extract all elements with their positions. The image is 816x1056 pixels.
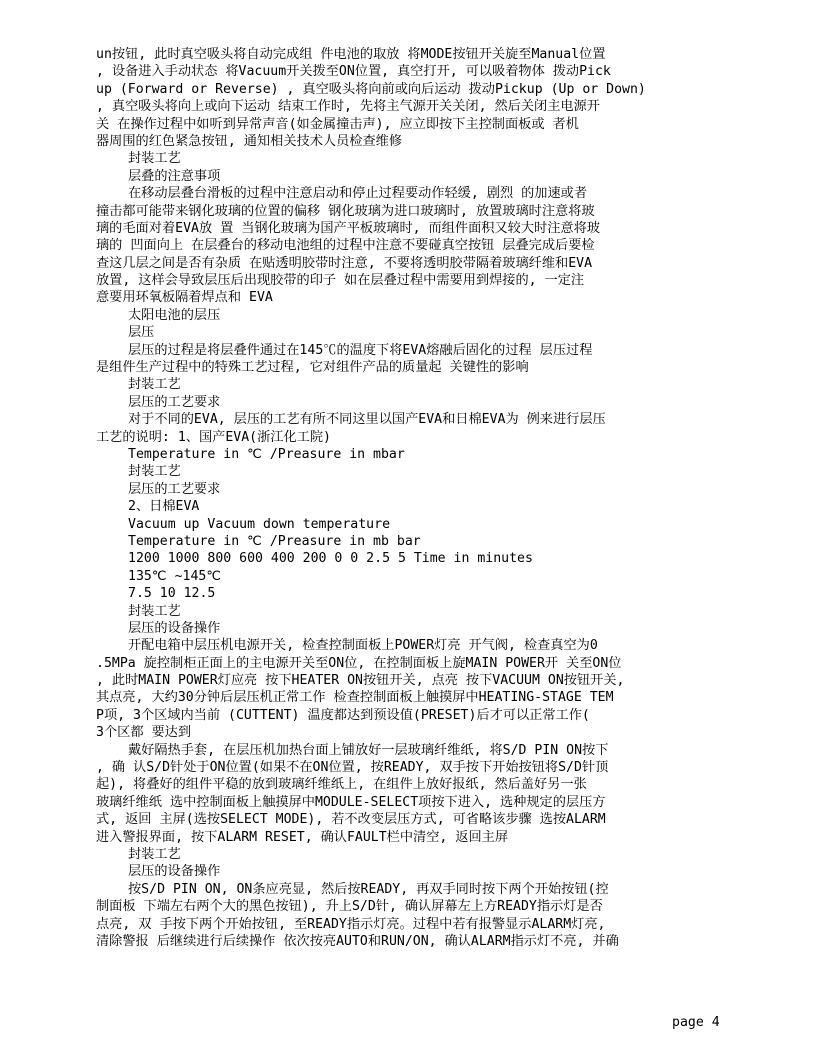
text-line: 层压 xyxy=(128,325,155,341)
text-line: 层压的过程是将层叠件通过在145℃的温度下将EVA熔融后固化的过程 层压过程 xyxy=(128,342,593,358)
text-line: 清除警报 后继续进行后续操作 依次按亮AUTO和RUN/ON, 确认ALARM指示灯不亮, 并确 xyxy=(96,933,619,949)
text-line: Vacuum up Vacuum down temperature xyxy=(128,516,391,532)
text-line: 层压的工艺要求 xyxy=(128,481,221,497)
text-line: Temperature in ℃ /Preasure in mb bar xyxy=(128,533,421,549)
text-line: , 真空吸头将向上或向下运动 结束工作时, 先将主气源开关关闭, 然后关闭主电源开 xyxy=(96,99,600,115)
text-line: 器周围的红色紧急按钮, 通知相关技术人员检查维修 xyxy=(96,133,403,149)
text-line: 封装工艺 xyxy=(128,377,181,393)
text-line: 太阳电池的层压 xyxy=(128,307,221,323)
text-line: 开配电箱中层压机电源开关, 检查控制面板上POWER灯亮 开气阀, 检查真空为0 xyxy=(128,638,598,654)
text-line: 式, 返回 主屏(选按SELECT MODE), 若不改变层压方式, 可省略该步骤 选按ALARM xyxy=(96,812,606,828)
text-line: 封装工艺 xyxy=(128,151,181,167)
text-line: 点亮, 双 手按下两个开始按钮, 至READY指示灯亮。过程中若有报警显示ALARM灯亮, xyxy=(96,916,606,932)
text-line: .5MPa 旋控制柜正面上的主电源开关至ON位, 在控制面板上旋MAIN POWER开 关至ON位 xyxy=(96,655,622,671)
text-line: 层压的工艺要求 xyxy=(128,394,221,410)
text-line: 进入警报界面, 按下ALARM RESET, 确认FAULT栏中清空, 返回主屏 xyxy=(96,829,509,845)
text-line: 其点亮, 大约30分钟后层压机正常工作 检查控制面板上触摸屏中HEATING-STAGE TEM xyxy=(96,690,614,706)
text-line: 关 在操作过程中如听到异常声音(如金属撞击声), 应立即按下主控制面板或 者机 xyxy=(96,116,579,132)
text-line: P项, 3个区域内当前 (CUTTENT) 温度都达到预设值(PRESET)后才可以正常工作( xyxy=(96,707,590,723)
text-line: 意要用环氧板隔着焊点和 EVA xyxy=(96,290,273,306)
text-line: 查这几层之间是否有杂质 在贴透明胶带时注意, 不要将透明胶带隔着玻璃纤维和EVA xyxy=(96,255,593,271)
text-line: , 确 认S/D针处于ON位置(如果不在ON位置, 按READY, 双手按下开始按钮将S/D针顶 xyxy=(96,760,609,776)
text-line: 封装工艺 xyxy=(128,603,181,619)
text-line: Temperature in ℃ /Preasure in mbar xyxy=(128,446,405,462)
text-line: 戴好隔热手套, 在层压机加热台面上铺放好一层玻璃纤维纸, 将S/D PIN ON按下 xyxy=(128,742,609,758)
text-line: 制面板 下端左右两个大的黑色按钮), 升上S/D针, 确认屏幕左上方READY指示灯是否 xyxy=(96,899,603,915)
text-line: , 此时MAIN POWER灯应亮 按下HEATER ON按钮开关, 点亮 按下VACUUM ON按钮开关, xyxy=(96,673,625,689)
text-line: 层压的设备操作 xyxy=(128,620,221,636)
text-line: 封装工艺 xyxy=(128,846,181,862)
text-line: 对于不同的EVA, 层压的工艺有所不同这里以国产EVA和日棉EVA为 例来进行层压 xyxy=(128,412,606,428)
text-line: 工艺的说明: 1、国产EVA(浙江化工院) xyxy=(96,429,331,445)
text-line: 2、日棉EVA xyxy=(128,499,200,515)
text-line: 放置, 这样会导致层压后出现胶带的印子 如在层叠过程中需要用到焊接的, 一定注 xyxy=(96,273,585,289)
text-line: 层压的设备操作 xyxy=(128,864,221,880)
text-line: 7.5 10 12.5 xyxy=(128,586,216,602)
text-line: 封装工艺 xyxy=(128,464,181,480)
text-line: 撞击都可能带来钢化玻璃的位置的偏移 钢化玻璃为进口玻璃时, 放置玻璃时注意将玻 xyxy=(96,203,595,219)
text-line: 璃的 凹面向上 在层叠台的移动电池组的过程中注意不要碰真空按钮 层叠完成后要检 xyxy=(96,238,595,254)
text-line: 在移动层叠台滑板的过程中注意启动和停止过程要动作轻缓, 剧烈 的加速或者 xyxy=(128,186,588,202)
text-line: un按钮, 此时真空吸头将自动完成组 件电池的取放 将MODE按钮开关旋至Manual位置 xyxy=(96,47,606,62)
text-line: 按S/D PIN ON, ON条应亮显, 然后按READY, 再双手同时按下两个开始按钮(控 xyxy=(128,881,609,897)
text-line: 是组件生产过程中的特殊工艺过程, 它对组件产品的质量起 关键性的影响 xyxy=(96,360,529,376)
page-number: page 4 xyxy=(672,1015,720,1030)
text-line: 玻璃纤维纸 选中控制面板上触摸屏中MODULE-SELECT项按下进入, 选种规定的层压方 xyxy=(96,794,606,810)
text-line: , 设备进入手动状态 将Vacuum开关拨至ON位置, 真空打开, 可以吸着物体 拨动Pick xyxy=(96,64,611,80)
text-line: 1200 1000 800 600 400 200 0 0 2.5 5 Time in minutes xyxy=(128,551,533,567)
text-line: 层叠的注意事项 xyxy=(128,168,221,184)
text-line: 璃的毛面对着EVA放 置 当钢化玻璃为国产平板玻璃时, 而组件面积又较大时注意将玻 xyxy=(96,220,600,236)
text-line: 3个区都 要达到 xyxy=(96,725,192,741)
text-line: 起), 将叠好的组件平稳的放到玻璃纤维纸上, 在组件上放好报纸, 然后盖好另一张 xyxy=(96,777,587,793)
text-line: up (Forward or Reverse) , 真空吸头将向前或向后运动 拨动Pickup (Up or Down) xyxy=(96,81,646,97)
text-line: 135℃ ~145℃ xyxy=(128,568,222,584)
document-body xyxy=(96,46,718,950)
